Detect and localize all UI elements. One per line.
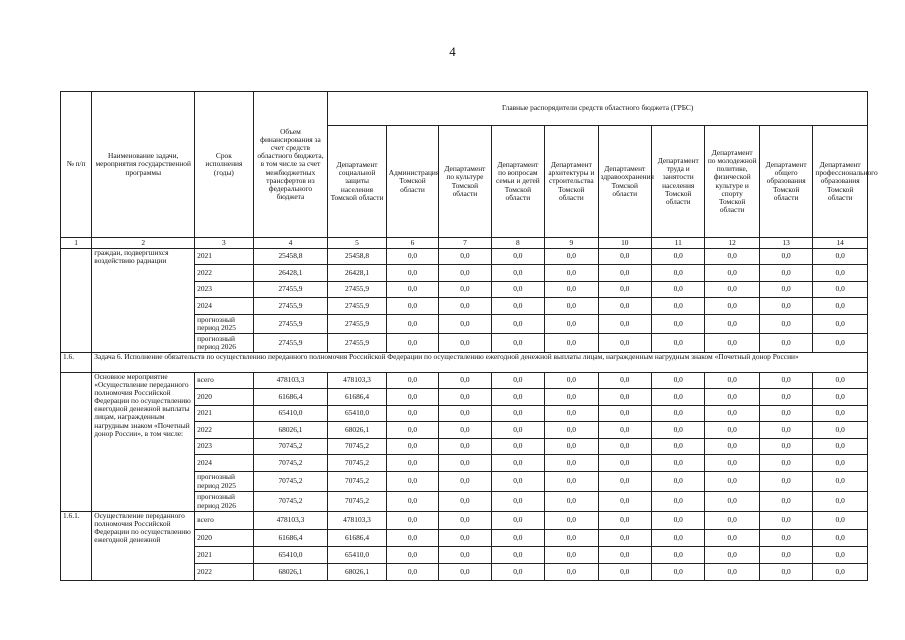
grbs-value-9: 0,0 [545, 298, 598, 315]
header-grbs-12: Департамент по молодежной политике, физической культуре и спорту Томской области [705, 126, 759, 238]
grbs-value-8: 0,0 [491, 373, 544, 389]
column-number-1: 1 [61, 238, 92, 249]
column-number-13: 13 [759, 238, 812, 249]
grbs-value-14: 0,0 [813, 472, 868, 492]
volume-cell: 70745,2 [253, 455, 328, 472]
grbs-value-9: 0,0 [545, 472, 598, 492]
grbs-value-5: 27455,9 [328, 334, 387, 353]
grbs-value-7: 0,0 [439, 547, 491, 564]
volume-cell: 27455,9 [253, 334, 328, 353]
grbs-value-6: 0,0 [386, 492, 438, 512]
grbs-value-8: 0,0 [491, 422, 544, 439]
grbs-value-11: 0,0 [652, 564, 705, 581]
task-row [61, 353, 868, 373]
row-number [61, 249, 92, 353]
period-cell: 2020 [195, 530, 254, 547]
grbs-value-7: 0,0 [439, 530, 491, 547]
volume-cell: 68026,1 [253, 564, 328, 581]
grbs-value-5: 478103,3 [328, 373, 387, 389]
grbs-value-10: 0,0 [598, 472, 651, 492]
grbs-value-7: 0,0 [439, 564, 491, 581]
grbs-value-11: 0,0 [652, 298, 705, 315]
grbs-value-6: 0,0 [386, 547, 438, 564]
grbs-value-14: 0,0 [813, 564, 868, 581]
grbs-value-10: 0,0 [598, 249, 651, 265]
grbs-value-6: 0,0 [386, 530, 438, 547]
grbs-value-7: 0,0 [439, 334, 491, 353]
grbs-value-9: 0,0 [545, 334, 598, 353]
period-cell: всего [195, 373, 254, 389]
period-cell: 2022 [195, 265, 254, 282]
grbs-value-9: 0,0 [545, 406, 598, 422]
volume-cell: 70745,2 [253, 472, 328, 492]
grbs-value-9: 0,0 [545, 530, 598, 547]
grbs-value-10: 0,0 [598, 406, 651, 422]
period-cell: 2023 [195, 439, 254, 455]
grbs-value-9: 0,0 [545, 265, 598, 282]
volume-cell: 478103,3 [253, 512, 328, 530]
grbs-value-10: 0,0 [598, 389, 651, 406]
period-cell: 2024 [195, 298, 254, 315]
grbs-value-5: 478103,3 [328, 512, 387, 530]
column-number-8: 8 [491, 238, 544, 249]
volume-cell: 65410,0 [253, 406, 328, 422]
period-cell: прогнозный период 2025 [195, 472, 254, 492]
grbs-value-5: 27455,9 [328, 298, 387, 315]
period-cell: 2023 [195, 282, 254, 298]
volume-cell: 61686,4 [253, 389, 328, 406]
grbs-value-14: 0,0 [813, 547, 868, 564]
grbs-value-8: 0,0 [491, 282, 544, 298]
grbs-value-10: 0,0 [598, 422, 651, 439]
grbs-value-11: 0,0 [652, 406, 705, 422]
grbs-value-5: 27455,9 [328, 282, 387, 298]
grbs-value-12: 0,0 [705, 492, 759, 512]
grbs-value-8: 0,0 [491, 265, 544, 282]
grbs-value-7: 0,0 [439, 455, 491, 472]
grbs-value-11: 0,0 [652, 282, 705, 298]
grbs-value-6: 0,0 [386, 455, 438, 472]
grbs-value-14: 0,0 [813, 422, 868, 439]
grbs-value-10: 0,0 [598, 265, 651, 282]
grbs-value-13: 0,0 [759, 472, 812, 492]
grbs-value-6: 0,0 [386, 249, 438, 265]
grbs-value-12: 0,0 [705, 406, 759, 422]
volume-cell: 70745,2 [253, 492, 328, 512]
grbs-value-11: 0,0 [652, 547, 705, 564]
period-cell: прогнозный период 2026 [195, 334, 254, 353]
grbs-value-7: 0,0 [439, 406, 491, 422]
page-number: 4 [449, 44, 456, 59]
column-number-10: 10 [598, 238, 651, 249]
period-cell: 2022 [195, 564, 254, 581]
grbs-value-5: 65410,0 [328, 547, 387, 564]
grbs-value-9: 0,0 [545, 282, 598, 298]
grbs-value-10: 0,0 [598, 455, 651, 472]
period-cell: 2021 [195, 406, 254, 422]
grbs-value-7: 0,0 [439, 282, 491, 298]
grbs-value-11: 0,0 [652, 373, 705, 389]
grbs-value-12: 0,0 [705, 455, 759, 472]
grbs-value-11: 0,0 [652, 512, 705, 530]
grbs-value-7: 0,0 [439, 422, 491, 439]
grbs-value-13: 0,0 [759, 389, 812, 406]
volume-cell: 70745,2 [253, 439, 328, 455]
grbs-value-14: 0,0 [813, 249, 868, 265]
column-number-5: 5 [328, 238, 387, 249]
grbs-value-12: 0,0 [705, 315, 759, 334]
header-grbs-13: Департамент общего образования Томской области [759, 126, 812, 238]
row-number [61, 373, 92, 512]
volume-cell: 478103,3 [253, 373, 328, 389]
grbs-value-13: 0,0 [759, 265, 812, 282]
grbs-value-6: 0,0 [386, 373, 438, 389]
grbs-value-8: 0,0 [491, 472, 544, 492]
grbs-value-12: 0,0 [705, 249, 759, 265]
grbs-value-14: 0,0 [813, 282, 868, 298]
grbs-value-13: 0,0 [759, 298, 812, 315]
grbs-value-14: 0,0 [813, 492, 868, 512]
grbs-value-8: 0,0 [491, 298, 544, 315]
grbs-value-9: 0,0 [545, 249, 598, 265]
grbs-value-12: 0,0 [705, 422, 759, 439]
grbs-value-8: 0,0 [491, 389, 544, 406]
period-cell: 2021 [195, 249, 254, 265]
volume-cell: 61686,4 [253, 530, 328, 547]
row-number: 1.6.1. [61, 512, 92, 581]
volume-cell: 27455,9 [253, 315, 328, 334]
grbs-value-7: 0,0 [439, 512, 491, 530]
grbs-value-10: 0,0 [598, 282, 651, 298]
grbs-value-6: 0,0 [386, 265, 438, 282]
header-grbs-14: Департамент профессионального образования Томской области [813, 126, 868, 238]
grbs-value-9: 0,0 [545, 547, 598, 564]
grbs-value-11: 0,0 [652, 265, 705, 282]
grbs-value-13: 0,0 [759, 455, 812, 472]
header-grbs-8: Департамент по вопросам семьи и детей Томской области [491, 126, 544, 238]
grbs-value-13: 0,0 [759, 334, 812, 353]
grbs-value-8: 0,0 [491, 439, 544, 455]
grbs-value-5: 70745,2 [328, 492, 387, 512]
grbs-value-12: 0,0 [705, 373, 759, 389]
grbs-value-14: 0,0 [813, 512, 868, 530]
grbs-value-14: 0,0 [813, 373, 868, 389]
grbs-value-8: 0,0 [491, 530, 544, 547]
header-grbs-title: Главные распорядители средств областного бюджета (ГРБС) [328, 92, 868, 126]
grbs-value-14: 0,0 [813, 298, 868, 315]
grbs-value-11: 0,0 [652, 455, 705, 472]
header-grbs-10: Департамент здравоохранения Томской области [598, 126, 651, 238]
grbs-value-5: 61686,4 [328, 530, 387, 547]
grbs-value-10: 0,0 [598, 530, 651, 547]
grbs-value-7: 0,0 [439, 315, 491, 334]
grbs-value-8: 0,0 [491, 492, 544, 512]
grbs-value-6: 0,0 [386, 389, 438, 406]
grbs-value-5: 25458,8 [328, 249, 387, 265]
grbs-value-11: 0,0 [652, 439, 705, 455]
volume-cell: 68026,1 [253, 422, 328, 439]
grbs-value-10: 0,0 [598, 492, 651, 512]
header-grbs-7: Департамент по культуре Томской области [439, 126, 491, 238]
grbs-value-14: 0,0 [813, 439, 868, 455]
header-volume: Объем финансирования за счет средств областного бюджета, в том числе за счет межбюджетных трансфертов из федерального бюджета [253, 92, 328, 238]
column-number-4: 4 [253, 238, 328, 249]
task-number: 1.6. [61, 353, 92, 373]
grbs-value-12: 0,0 [705, 389, 759, 406]
volume-cell: 26428,1 [253, 265, 328, 282]
grbs-value-7: 0,0 [439, 249, 491, 265]
grbs-value-7: 0,0 [439, 265, 491, 282]
header-period: Срок исполнения (годы) [195, 92, 254, 238]
grbs-value-13: 0,0 [759, 406, 812, 422]
header-grbs-11: Департамент труда и занятости населения Томской области [652, 126, 705, 238]
period-cell: прогнозный период 2026 [195, 492, 254, 512]
grbs-value-14: 0,0 [813, 530, 868, 547]
header-no: № п/п [61, 92, 92, 238]
grbs-value-5: 27455,9 [328, 315, 387, 334]
task-text: Задача 6. Исполнение обязательств по осуществлению переданного полномочия Российской Федерации по осуществлению ежегодной денежной выплаты лицам, награжденным нагрудным знаком «Почетный донор России» [92, 353, 868, 373]
grbs-value-10: 0,0 [598, 564, 651, 581]
column-number-11: 11 [652, 238, 705, 249]
grbs-value-8: 0,0 [491, 249, 544, 265]
row-name: Основное мероприятие «Осуществление переданного полномочия Российской Федерации по осуществлению ежегодной денежной выплаты лицам, награжденным нагрудным знаком «Почетный донор России», в том числе: [92, 373, 195, 512]
row-name: граждан, подвергшихся воздействию радиации [92, 249, 195, 353]
grbs-value-6: 0,0 [386, 439, 438, 455]
grbs-value-13: 0,0 [759, 512, 812, 530]
grbs-value-9: 0,0 [545, 389, 598, 406]
grbs-value-13: 0,0 [759, 282, 812, 298]
grbs-value-7: 0,0 [439, 298, 491, 315]
grbs-value-7: 0,0 [439, 439, 491, 455]
column-number-3: 3 [195, 238, 254, 249]
column-number-12: 12 [705, 238, 759, 249]
grbs-value-13: 0,0 [759, 315, 812, 334]
grbs-value-9: 0,0 [545, 492, 598, 512]
grbs-value-13: 0,0 [759, 249, 812, 265]
grbs-value-6: 0,0 [386, 298, 438, 315]
grbs-value-12: 0,0 [705, 265, 759, 282]
grbs-value-12: 0,0 [705, 564, 759, 581]
header-name: Наименование задачи, мероприятия государственной программы [92, 92, 195, 238]
column-number-2: 2 [92, 238, 195, 249]
grbs-value-9: 0,0 [545, 422, 598, 439]
grbs-value-5: 26428,1 [328, 265, 387, 282]
grbs-value-9: 0,0 [545, 512, 598, 530]
grbs-value-12: 0,0 [705, 439, 759, 455]
table-row [61, 512, 868, 530]
grbs-value-12: 0,0 [705, 334, 759, 353]
volume-cell: 27455,9 [253, 298, 328, 315]
grbs-value-13: 0,0 [759, 530, 812, 547]
grbs-value-13: 0,0 [759, 439, 812, 455]
grbs-value-8: 0,0 [491, 334, 544, 353]
grbs-value-10: 0,0 [598, 315, 651, 334]
grbs-value-13: 0,0 [759, 492, 812, 512]
row-name: Осуществление переданного полномочия Российской Федерации по осуществлению ежегодной денежной [92, 512, 195, 581]
grbs-value-6: 0,0 [386, 315, 438, 334]
grbs-value-11: 0,0 [652, 389, 705, 406]
grbs-value-12: 0,0 [705, 547, 759, 564]
grbs-value-8: 0,0 [491, 455, 544, 472]
grbs-value-14: 0,0 [813, 315, 868, 334]
grbs-value-8: 0,0 [491, 564, 544, 581]
table-row [61, 373, 868, 389]
grbs-value-9: 0,0 [545, 564, 598, 581]
column-number-9: 9 [545, 238, 598, 249]
volume-cell: 27455,9 [253, 282, 328, 298]
grbs-value-14: 0,0 [813, 334, 868, 353]
grbs-value-14: 0,0 [813, 455, 868, 472]
column-number-14: 14 [813, 238, 868, 249]
grbs-value-6: 0,0 [386, 422, 438, 439]
financing-table [60, 91, 878, 581]
grbs-value-6: 0,0 [386, 472, 438, 492]
grbs-value-5: 70745,2 [328, 439, 387, 455]
grbs-value-10: 0,0 [598, 547, 651, 564]
grbs-value-9: 0,0 [545, 315, 598, 334]
header-grbs-5: Департамент социальной защиты населения Томской области [328, 126, 387, 238]
grbs-value-8: 0,0 [491, 406, 544, 422]
grbs-value-10: 0,0 [598, 512, 651, 530]
grbs-value-7: 0,0 [439, 389, 491, 406]
grbs-value-10: 0,0 [598, 373, 651, 389]
grbs-value-6: 0,0 [386, 334, 438, 353]
volume-cell: 25458,8 [253, 249, 328, 265]
grbs-value-12: 0,0 [705, 512, 759, 530]
grbs-value-9: 0,0 [545, 455, 598, 472]
grbs-value-5: 65410,0 [328, 406, 387, 422]
volume-cell: 65410,0 [253, 547, 328, 564]
grbs-value-5: 68026,1 [328, 564, 387, 581]
grbs-value-9: 0,0 [545, 373, 598, 389]
grbs-value-5: 68026,1 [328, 422, 387, 439]
header-grbs-6: Администрация Томской области [386, 126, 438, 238]
grbs-value-12: 0,0 [705, 298, 759, 315]
grbs-value-9: 0,0 [545, 439, 598, 455]
grbs-value-7: 0,0 [439, 373, 491, 389]
grbs-value-11: 0,0 [652, 249, 705, 265]
table-row [61, 249, 868, 265]
grbs-value-14: 0,0 [813, 389, 868, 406]
grbs-value-6: 0,0 [386, 282, 438, 298]
grbs-value-6: 0,0 [386, 512, 438, 530]
grbs-value-12: 0,0 [705, 530, 759, 547]
grbs-value-7: 0,0 [439, 492, 491, 512]
grbs-value-11: 0,0 [652, 472, 705, 492]
grbs-value-10: 0,0 [598, 298, 651, 315]
grbs-value-11: 0,0 [652, 530, 705, 547]
column-number-6: 6 [386, 238, 438, 249]
grbs-value-12: 0,0 [705, 472, 759, 492]
period-cell: 2022 [195, 422, 254, 439]
grbs-value-11: 0,0 [652, 422, 705, 439]
period-cell: 2020 [195, 389, 254, 406]
grbs-value-10: 0,0 [598, 439, 651, 455]
grbs-value-6: 0,0 [386, 406, 438, 422]
grbs-value-11: 0,0 [652, 492, 705, 512]
grbs-value-13: 0,0 [759, 547, 812, 564]
grbs-value-13: 0,0 [759, 373, 812, 389]
grbs-value-7: 0,0 [439, 472, 491, 492]
grbs-value-13: 0,0 [759, 422, 812, 439]
grbs-value-11: 0,0 [652, 334, 705, 353]
period-cell: 2024 [195, 455, 254, 472]
column-number-7: 7 [439, 238, 491, 249]
grbs-value-6: 0,0 [386, 564, 438, 581]
header-grbs-9: Департамент архитектуры и строительства Томской области [545, 126, 598, 238]
grbs-value-5: 61686,4 [328, 389, 387, 406]
grbs-value-14: 0,0 [813, 406, 868, 422]
grbs-value-8: 0,0 [491, 547, 544, 564]
grbs-value-12: 0,0 [705, 282, 759, 298]
grbs-value-10: 0,0 [598, 334, 651, 353]
grbs-value-5: 70745,2 [328, 455, 387, 472]
grbs-value-11: 0,0 [652, 315, 705, 334]
period-cell: 2021 [195, 547, 254, 564]
grbs-value-13: 0,0 [759, 564, 812, 581]
grbs-value-5: 70745,2 [328, 472, 387, 492]
period-cell: всего [195, 512, 254, 530]
grbs-value-8: 0,0 [491, 315, 544, 334]
period-cell: прогнозный период 2025 [195, 315, 254, 334]
grbs-value-14: 0,0 [813, 265, 868, 282]
grbs-value-8: 0,0 [491, 512, 544, 530]
